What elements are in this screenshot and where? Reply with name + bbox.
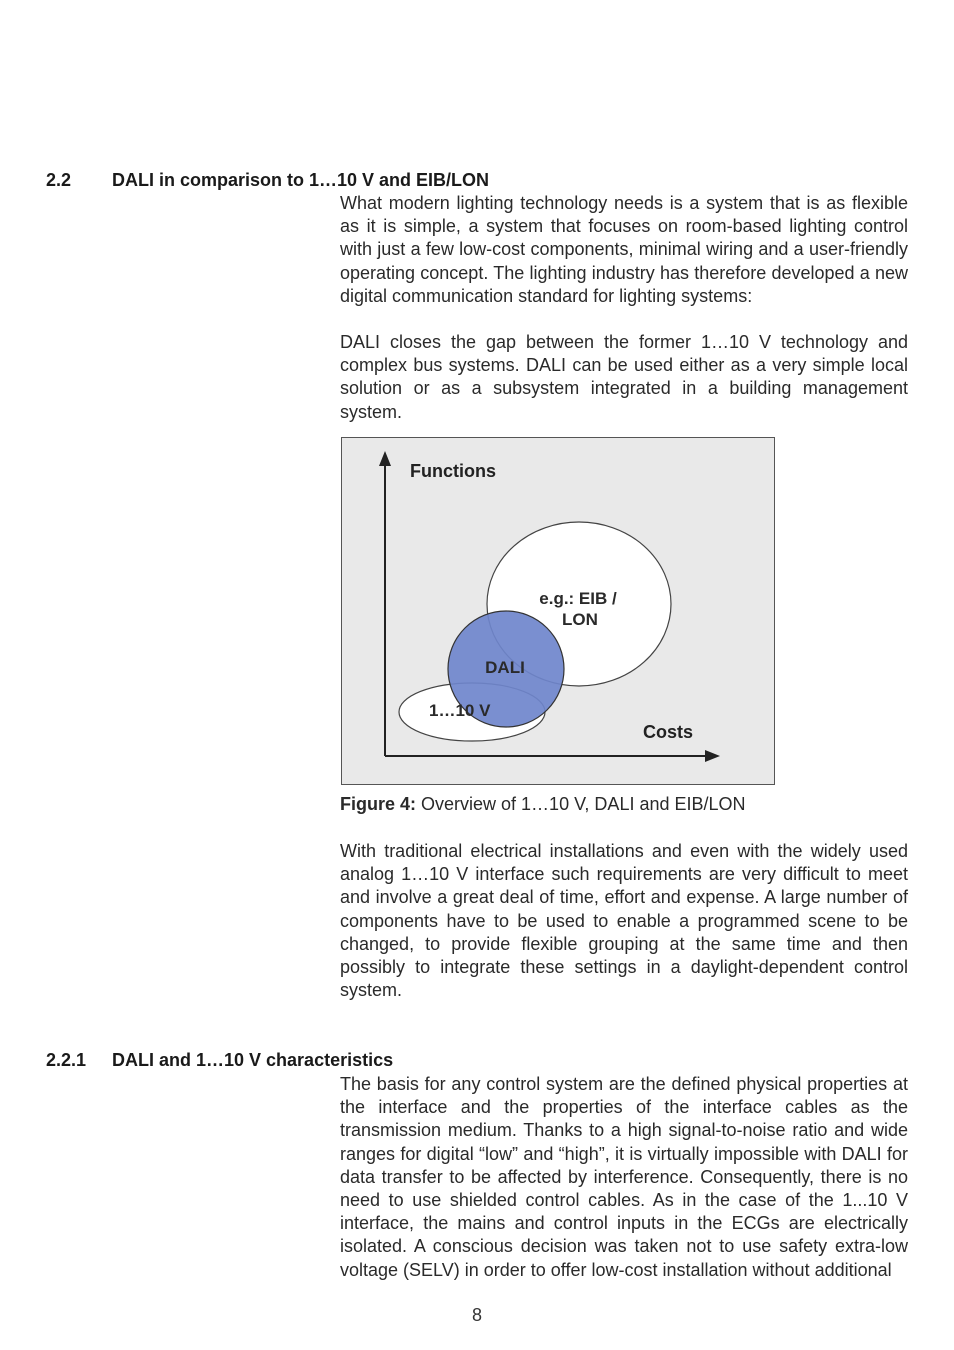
x-axis-label: Costs xyxy=(643,722,694,742)
eib-label-line2: LON xyxy=(562,610,598,629)
section-2-2-body xyxy=(340,192,908,424)
paragraph-traditional: With traditional electrical installations and even with the widely used analog 1…10 V interface such requirements are very difficult to meet and involve a great deal of time, effort and expense. A large number of components have to be used to enable a programmed scene to be changed, to provide flexible grouping at the same time and then possibly to integrate these settings in a daylight-dependent control system. xyxy=(340,841,908,1001)
section-title: DALI and 1…10 V characteristics xyxy=(112,1050,394,1070)
page-number: 8 xyxy=(471,1305,482,1325)
one-ten-v-label: 1…10 V xyxy=(429,701,491,720)
figure-caption xyxy=(340,794,746,815)
x-axis-arrow xyxy=(705,750,720,762)
dali-label: DALI xyxy=(485,658,525,677)
section-title: DALI in comparison to 1…10 V and EIB/LON xyxy=(112,170,490,190)
y-axis-arrow xyxy=(379,451,391,466)
section-number: 2.2 xyxy=(46,170,72,190)
paragraph-characteristics: The basis for any control system are the defined physical properties at the interface and the properties of the interface cables as the transmission medium. Thanks to a high signal-to-noise ratio and wide ranges for digital “low” and “high”, it is virtually impossible with DALI for data transfer to be affected by interference. Consequently, there is no need to use shielded control cables. As in the case of the 1...10 V interface, the mains and control inputs in the ECGs are electrically isolated. A conscious decision was taken not to use safety extra-low voltage (SELV) in order to offer low-cost installation without additional xyxy=(340,1074,908,1280)
caption-label: Figure 4: xyxy=(340,794,417,814)
paragraph-traditional-block xyxy=(340,840,908,1002)
y-axis-label: Functions xyxy=(410,461,496,481)
section-number: 2.2.1 xyxy=(46,1050,87,1070)
section-2-2-1-body xyxy=(340,1073,908,1282)
paragraph-intro: What modern lighting technology needs is a system that is as flexible as it is simple, a system that focuses on room-based lighting control with just a few low-cost components, minimal wiring and a user-friendly operating concept. The lighting industry has therefore developed a new digital communication standard for lighting systems: xyxy=(340,193,908,306)
eib-label-line1: e.g.: EIB / xyxy=(539,589,617,608)
diagram-svg xyxy=(342,438,773,783)
figure-overview-diagram xyxy=(341,437,775,785)
paragraph-dali-gap: DALI closes the gap between the former 1…10 V technology and complex bus systems. DALI can be used either as a very simple local solution or as a subsystem integrated in a building management system. xyxy=(340,332,908,422)
caption-text: Overview of 1…10 V, DALI and EIB/LON xyxy=(416,794,746,814)
